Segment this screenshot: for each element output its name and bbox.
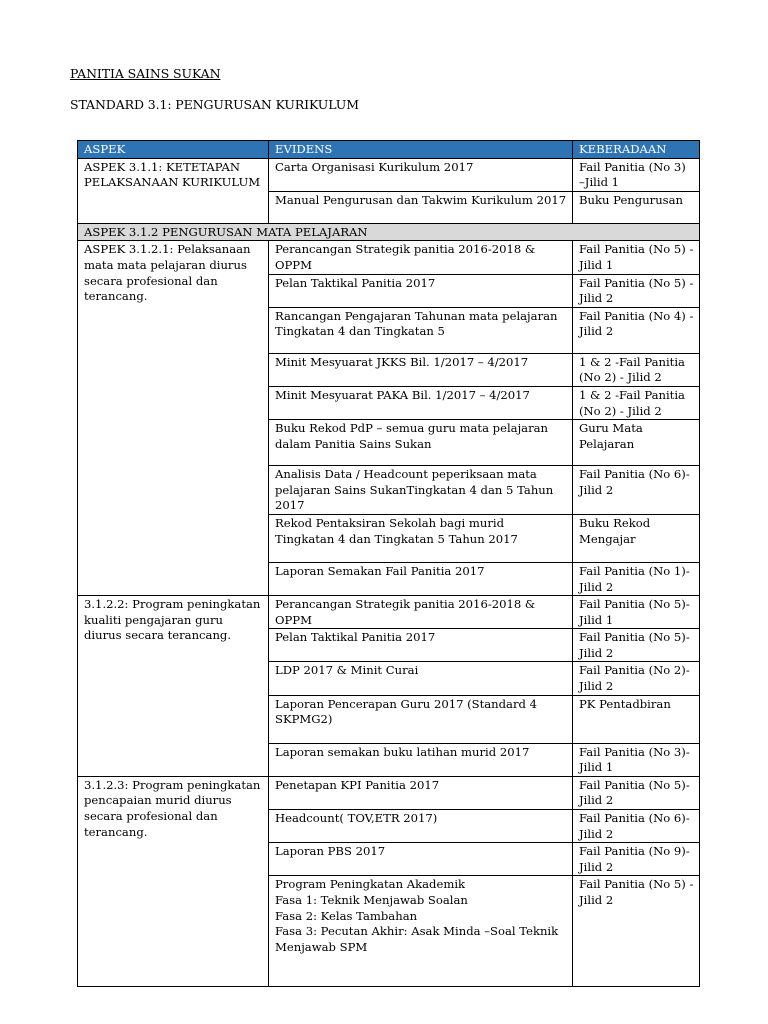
evidens-cell: LDP 2017 & Minit Curai [269, 662, 573, 695]
table-row [78, 596, 700, 629]
evidens-cell: Pelan Taktikal Panitia 2017 [269, 274, 573, 307]
evidens-cell: Buku Rekod PdP – semua guru mata pelajaran dalam Panitia Sains Sukan [269, 420, 573, 466]
keberadaan-cell: Fail Panitia (No 6)- Jilid 2 [573, 466, 700, 515]
header-evidens: EVIDENS [269, 141, 573, 159]
keberadaan-cell: Fail Panitia (No 5)- Jilid 2 [573, 776, 700, 809]
evidence-table [77, 140, 700, 987]
evidens-cell: Program Peningkatan Akademik Fasa 1: Teknik Menjawab Soalan Fasa 2: Kelas Tambahan Fasa 3: Pecutan Akhir: Asak Minda –Soal Teknik Menjawab SPM [269, 876, 573, 987]
section-header: ASPEK 3.1.2 PENGURUSAN MATA PELAJARAN [78, 223, 700, 241]
keberadaan-cell: Fail Panitia (No 3)-Jilid 1 [573, 743, 700, 776]
evidens-cell: Laporan PBS 2017 [269, 843, 573, 876]
evidens-cell: Perancangan Strategik panitia 2016-2018 & OPPM [269, 241, 573, 274]
table-row [78, 158, 700, 191]
keberadaan-cell: Fail Panitia (No 6)- Jilid 2 [573, 810, 700, 843]
standard-heading: STANDARD 3.1: PENGURUSAN KURIKULUM [70, 97, 359, 112]
evidens-cell: Carta Organisasi Kurikulum 2017 [269, 158, 573, 191]
keberadaan-cell: Fail Panitia (No 3) –Jilid 1 [573, 158, 700, 191]
document-title: PANITIA SAINS SUKAN [70, 66, 221, 81]
keberadaan-cell: Fail Panitia (No 5)- Jilid 1 [573, 596, 700, 629]
evidens-cell: Manual Pengurusan dan Takwim Kurikulum 2017 [269, 191, 573, 223]
keberadaan-cell: Buku Rekod Mengajar [573, 514, 700, 562]
keberadaan-cell: 1 & 2 -Fail Panitia (No 2) - Jilid 2 [573, 386, 700, 419]
evidens-cell: Rancangan Pengajaran Tahunan mata pelajaran Tingkatan 4 dan Tingkatan 5 [269, 307, 573, 353]
section-header-row [78, 223, 700, 241]
keberadaan-cell: PK Pentadbiran [573, 695, 700, 743]
table-header-row [78, 141, 700, 159]
keberadaan-cell: Guru Mata Pelajaran [573, 420, 700, 466]
keberadaan-cell: 1 & 2 -Fail Panitia (No 2) - Jilid 2 [573, 353, 700, 386]
evidens-cell: Laporan Semakan Fail Panitia 2017 [269, 562, 573, 595]
evidens-cell: Perancangan Strategik panitia 2016-2018 & OPPM [269, 596, 573, 629]
keberadaan-cell: Fail Panitia (No 2)- Jilid 2 [573, 662, 700, 695]
keberadaan-cell: Fail Panitia (No 5)- Jilid 2 [573, 629, 700, 662]
aspek-cell: 3.1.2.2: Program peningkatan kualiti pengajaran guru diurus secara terancang. [78, 596, 269, 777]
keberadaan-cell: Fail Panitia (No 1)-Jilid 2 [573, 562, 700, 595]
table-row [78, 241, 700, 274]
keberadaan-cell: Fail Panitia (No 5) - Jilid 2 [573, 876, 700, 987]
table-row [78, 776, 700, 809]
keberadaan-cell: Fail Panitia (No 9)- Jilid 2 [573, 843, 700, 876]
evidens-cell: Headcount( TOV,ETR 2017) [269, 810, 573, 843]
keberadaan-cell: Fail Panitia (No 5) - Jilid 1 [573, 241, 700, 274]
evidens-cell: Minit Mesyuarat PAKA Bil. 1/2017 – 4/2017 [269, 386, 573, 419]
aspek-cell: ASPEK 3.1.2.1: Pelaksanaan mata mata pelajaran diurus secara profesional dan terancang. [78, 241, 269, 596]
evidens-cell: Laporan semakan buku latihan murid 2017 [269, 743, 573, 776]
aspek-cell: 3.1.2.3: Program peningkatan pencapaian murid diurus secara profesional dan terancang. [78, 776, 269, 987]
keberadaan-cell: Fail Panitia (No 4) - Jilid 2 [573, 307, 700, 353]
aspek-cell: ASPEK 3.1.1: KETETAPAN PELAKSANAAN KURIKULUM [78, 158, 269, 223]
keberadaan-cell: Fail Panitia (No 5) - Jilid 2 [573, 274, 700, 307]
evidens-cell: Rekod Pentaksiran Sekolah bagi murid Tingkatan 4 dan Tingkatan 5 Tahun 2017 [269, 514, 573, 562]
evidens-cell: Analisis Data / Headcount peperiksaan mata pelajaran Sains SukanTingkatan 4 dan 5 Tahun 2017 [269, 466, 573, 515]
header-keberadaan: KEBERADAAN [573, 141, 700, 159]
header-aspek: ASPEK [78, 141, 269, 159]
evidens-cell: Penetapan KPI Panitia 2017 [269, 776, 573, 809]
keberadaan-cell: Buku Pengurusan [573, 191, 700, 223]
evidens-cell: Minit Mesyuarat JKKS Bil. 1/2017 – 4/2017 [269, 353, 573, 386]
evidens-cell: Pelan Taktikal Panitia 2017 [269, 629, 573, 662]
evidens-cell: Laporan Pencerapan Guru 2017 (Standard 4 SKPMG2) [269, 695, 573, 743]
